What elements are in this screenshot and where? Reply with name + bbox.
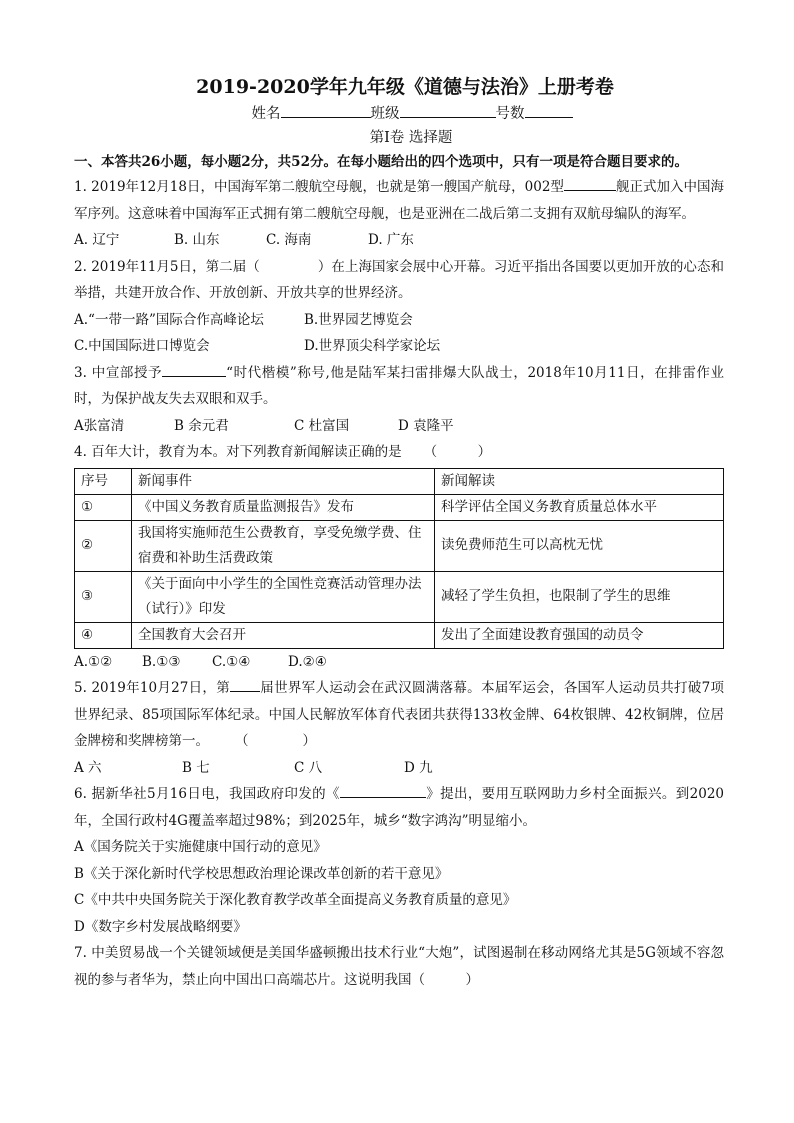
name-blank[interactable] [281,102,371,118]
option-b[interactable]: B.世界园艺博览会 [304,311,413,328]
table-row [75,494,724,520]
news-table [74,468,724,649]
option-b[interactable]: B. 山东 [174,232,220,248]
table-row [75,571,724,622]
option-a[interactable]: A 六 [74,759,102,776]
question-6-blank [340,783,426,798]
question-5 [74,675,724,755]
option-a[interactable]: A《国务院关于实施健康中国行动的意见》 [74,839,327,855]
option-c[interactable]: C.中国国际进口博览会 [74,338,210,354]
section-instruction: 一、本答共26小题，每小题2分，共52分。在每小题给出的四个选项中，只有一项是符合题目要求的。 [74,154,688,170]
option-a[interactable]: A.“一带一路”国际合作高峰论坛 [74,311,264,328]
question-2-text: 2. 2019年11月5日，第二届（ [74,258,260,275]
option-c[interactable]: C 杜富国 [294,417,350,434]
question-1-text-after: 舰正式加入中国海军序列。这意味着中国海军正式拥有第二艘航空母舰，也是亚洲在二战后第二支拥有双航母编队的海军。 [74,179,725,222]
question-1-blank [564,176,616,191]
question-7: 7. 中美贸易战一个关键领域便是美国华盛顿搬出技术行业“大炮”，试图遏制在移动网络尤其是5G领域不容忽视的参与者华为，禁止向中国出口高端芯片。这说明我国（ ） [74,945,724,988]
table-header-cell: 新闻事件 [132,468,435,494]
question-6-text: 6. 据新华社5月16日电，我国政府印发的《 [74,786,340,802]
option-d[interactable]: D《数字乡村发展战略纲要》 [74,918,247,935]
table-cell: 《关于面向中小学生的全国性竞赛活动管理办法（试行）》印发 [132,571,435,622]
question-3-text-after: “时代楷模”称号,他是陆军某扫雷排爆大队战士，2018年10月11日，在排雷作业时，为保护战友失去双眼和双手。 [74,364,724,407]
question-4-options [74,649,724,676]
question-6-text-after: 》提出，要用互联网助力乡村全面振兴。到2020年，全国行政村4G覆盖率超过98%；到2025年，城乡“数字鸿沟”明显缩小。 [74,786,724,829]
name-label: 姓名 [251,106,281,122]
question-5-options [74,755,724,782]
option-d[interactable]: D.世界顶尖科学家论坛 [304,338,441,354]
table-cell: ③ [75,571,132,622]
table-header-cell: 序号 [75,468,132,494]
class-label: 班级 [370,106,400,122]
question-1 [74,174,724,227]
option-b[interactable]: B 七 [182,759,210,776]
question-4 [74,439,724,466]
question-3-blank [162,362,226,377]
question-1-options [74,227,724,254]
table-cell: 我国将实施师范生公费教育，享受免缴学费、住宿费和补助生活费政策 [132,520,435,571]
question-6 [74,781,724,834]
table-cell: 发出了全面建设教育强国的动员令 [435,622,724,648]
question-2-options-row-1 [74,307,724,334]
table-cell: 科学评估全国义务教育质量总体水平 [435,494,724,520]
table-cell: ② [75,520,132,571]
option-c[interactable]: C《中共中央国务院关于深化教育教学改革全面提高义务教育质量的意见》 [74,892,517,908]
question-3 [74,360,724,413]
table-row [75,622,724,648]
section-title: 第Ⅰ卷 选择题 [369,130,453,146]
question-2-options-row-2 [74,333,724,360]
table-cell: 全国教育大会召开 [132,622,435,648]
question-5-blank [230,677,260,692]
class-blank[interactable] [400,102,496,118]
table-header-row [75,468,724,494]
option-d[interactable]: D 袁隆平 [398,417,454,434]
option-c[interactable]: C.①④ [212,653,251,670]
question-3-options [74,413,724,440]
option-b[interactable]: B 余元君 [174,417,229,434]
question-5-paren: （ ） [235,733,316,749]
option-c[interactable]: C. 海南 [266,232,312,248]
table-cell: ④ [75,622,132,648]
question-2 [74,254,724,307]
number-label: 号数 [495,106,525,122]
question-2-text-after: ）在上海国家会展中心开幕。习近平指出各国要以更加开放的心态和举措，共建开放合作、开放创新、开放共享的世界经济。 [74,258,725,301]
table-cell: 读免费师范生可以高枕无忧 [435,520,724,571]
option-d[interactable]: D. 广东 [368,232,414,248]
option-a[interactable]: A.①② [74,653,113,670]
option-d[interactable]: D.②④ [288,653,327,670]
option-a[interactable]: A张富清 [74,417,125,434]
table-header-cell: 新闻解读 [435,468,724,494]
option-b[interactable]: B《关于深化新时代学校思想政治理论课改革创新的若干意见》 [74,865,449,882]
question-4-paren: （ ） [423,444,492,460]
question-1-text: 1. 2019年12月18日，中国海军第二艘航空母舰，也就是第一艘国产航母，002型 [74,179,564,195]
table-cell: ① [75,494,132,520]
table-cell: 减轻了学生负担，也限制了学生的思维 [435,571,724,622]
exam-title: 2019-2020学年九年级《道德与法治》上册考卷 [196,76,614,98]
table-row [75,520,724,571]
number-blank[interactable] [525,102,573,118]
student-info-line [74,102,724,126]
question-3-text: 3. 中宣部授予 [74,364,163,381]
exam-page [74,72,724,993]
option-a[interactable]: A. 辽宁 [74,232,120,248]
question-5-text-after: 届世界军人运动会在武汉圆满落幕。本届军运会，各国军人运动员共打破7项世界纪录、85项国际军体纪录。中国人民解放军体育代表团共获得133枚金牌、64枚银牌、42枚铜牌，位居金牌榜和奖牌榜第一。 [74,680,724,749]
option-c[interactable]: C 八 [294,759,323,776]
option-b[interactable]: B.①③ [142,653,181,670]
table-cell: 《中国义务教育质量监测报告》发布 [132,494,435,520]
option-d[interactable]: D 九 [404,759,433,776]
question-5-text: 5. 2019年10月27日，第 [74,680,231,696]
question-4-text: 4. 百年大计，教育为本。对下列教育新闻解读正确的是 [74,444,402,460]
